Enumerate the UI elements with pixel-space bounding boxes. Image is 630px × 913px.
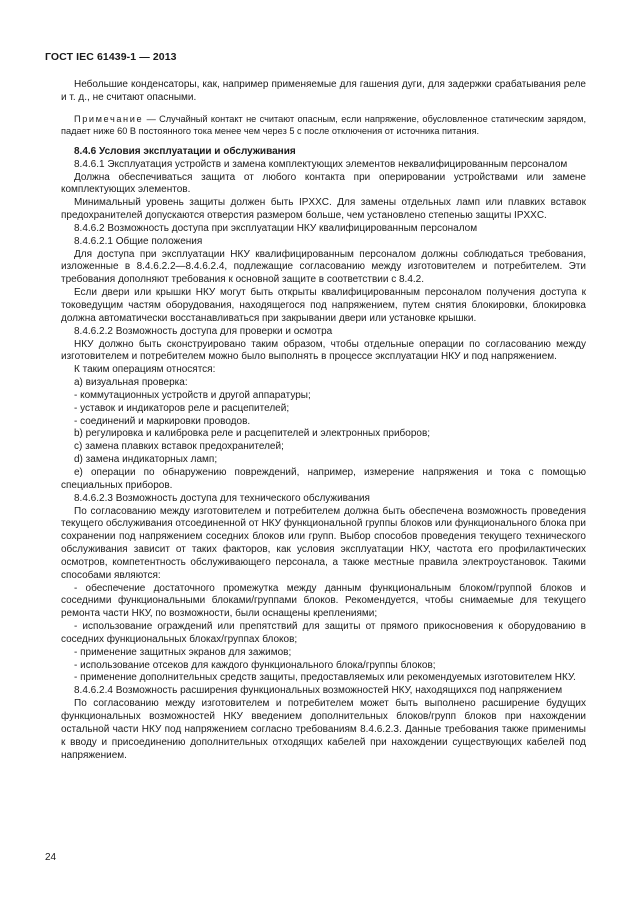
clause-heading: 8.4.6.1 Эксплуатация устройств и замена комплектующих элементов неквалифицированным персоналом xyxy=(74,158,568,170)
note xyxy=(61,113,586,138)
paragraph: Если двери или крышки НКУ могут быть открыты квалифицированным персоналом получения доступа к токоведущим частям оборудования, находящегося под напряжением, путем снятия блокировки, блокировка должна автоматически восстанавливаться при закрывании двери или установке крышки. xyxy=(61,287,586,324)
list-item: - уставок и индикаторов реле и расцепителей; xyxy=(74,402,290,414)
note-text: — Случайный контакт не считают опасным, если напряжение, обусловленное статическим зарядом, падает ниже 60 В постоянного тока менее чем через 5 с после отключения от источника питания. xyxy=(61,113,587,137)
list-item: - использование ограждений или препятствий для защиты от прямого прикосновения к оборудованию в соседних функциональных блоках/группах блоков; xyxy=(61,621,586,645)
clause-heading: 8.4.6.2.2 Возможность доступа для проверки и осмотра xyxy=(74,325,333,337)
clause-heading: 8.4.6.2.4 Возможность расширения функциональных возможностей НКУ, находящихся под напряжением xyxy=(74,685,563,697)
paragraph: Минимальный уровень защиты должен быть IPXXC. Для замены отдельных ламп или плавких вставок предохранителей допускаются отверстия размером больше, чем установлено степенью защиты IPXXC. xyxy=(61,197,586,222)
list-item: - применение дополнительных средств защиты, предоставляемых или рекомендуемых изготовителем НКУ. xyxy=(74,672,576,684)
paragraph: Должна обеспечиваться защита от любого контакта при оперировании устройствами или замене комплектующих элементов. xyxy=(61,171,586,196)
paragraph: К таким операциям относятся: xyxy=(74,364,216,376)
page-number: 24 xyxy=(45,852,57,863)
list-item: - использование отсеков для каждого функционального блока/группы блоков; xyxy=(74,659,436,671)
note-label: Примечание xyxy=(74,113,144,124)
clause-heading: 8.4.6.2.1 Общие положения xyxy=(74,235,203,247)
list-item: d) замена индикаторных ламп; xyxy=(74,454,218,466)
clause-heading: 8.4.6.2 Возможность доступа при эксплуатации НКУ квалифицированным персоналом xyxy=(74,222,478,234)
list-item: e) операции по обнаружению повреждений, например, измерение напряжения и тока с помощью специальных приборов. xyxy=(61,466,586,491)
paragraph: По согласованию между изготовителем и потребителем может быть выполнено расширение будущих функциональных возможностей НКУ введением дополнительных блоков/групп блоков при нахождении остальной части НКУ под напряжением согласно требованиям 8.4.6.2.3. Данные требования также применимы к вводу и присоединению дополнительных отходящих кабелей при нахождении существующих кабелей под напряжением. xyxy=(61,698,586,761)
paragraph: НКУ должно быть сконструировано таким образом, чтобы отдельные операции по согласованию между изготовителем и потребителем можно было выполнять в процессе эксплуатации НКУ и под напряжением. xyxy=(61,338,586,363)
clause-heading: 8.4.6.2.3 Возможность доступа для технического обслуживания xyxy=(74,492,370,504)
paragraph: Небольшие конденсаторы, как, например применяемые для гашения дуги, для задержки срабатывания реле и т. д., не считают опасными. xyxy=(61,79,586,103)
list-item: - обеспечение достаточного промежутка между данным функциональным блоком/группой блоков и соседними функциональными блоками/группами блоков. Рекомендуется, чтобы снимаемые для текущего ремонта части НКУ, по возможности, были оснащены креплениями; xyxy=(61,582,586,620)
document-body xyxy=(61,79,586,762)
paragraph: По согласованию между изготовителем и потребителем должна быть обеспечена возможность проведения текущего обслуживания отсоединенной от НКУ функциональной группы блоков или функционального блока при сохранении под напряжением соседних блоков или групп. Выбор способов проведения текущего технического обслуживания зависит от таких факторов, как условия эксплуатации НКУ, частота его профилактических осмотров, компетентность обслуживающего персонала, а также местные правила электроустановок. Такими способами являются: xyxy=(61,505,586,581)
list-item: c) замена плавких вставок предохранителей; xyxy=(74,441,284,453)
list-item: - коммутационных устройств и другой аппаратуры; xyxy=(74,389,311,401)
document-header: ГОСТ IEC 61439-1 — 2013 xyxy=(45,51,177,63)
section-heading: 8.4.6 Условия эксплуатации и обслуживания xyxy=(74,145,296,157)
list-item: a) визуальная проверка: xyxy=(74,377,188,389)
list-item: b) регулировка и калибровка реле и расцепителей и электронных приборов; xyxy=(74,428,431,440)
paragraph: Для доступа при эксплуатации НКУ квалифицированным персоналом должны соблюдаться требования, изложенные в 8.4.6.2.2—8.4.6.2.4, подлежащие согласованию между изготовителем и потребителем. Эти требования дополняют требования к основной защите в соответствии с 8.4.2. xyxy=(61,248,586,286)
list-item: - соединений и маркировки проводов. xyxy=(74,415,251,427)
list-item: - применение защитных экранов для зажимов; xyxy=(74,646,292,658)
